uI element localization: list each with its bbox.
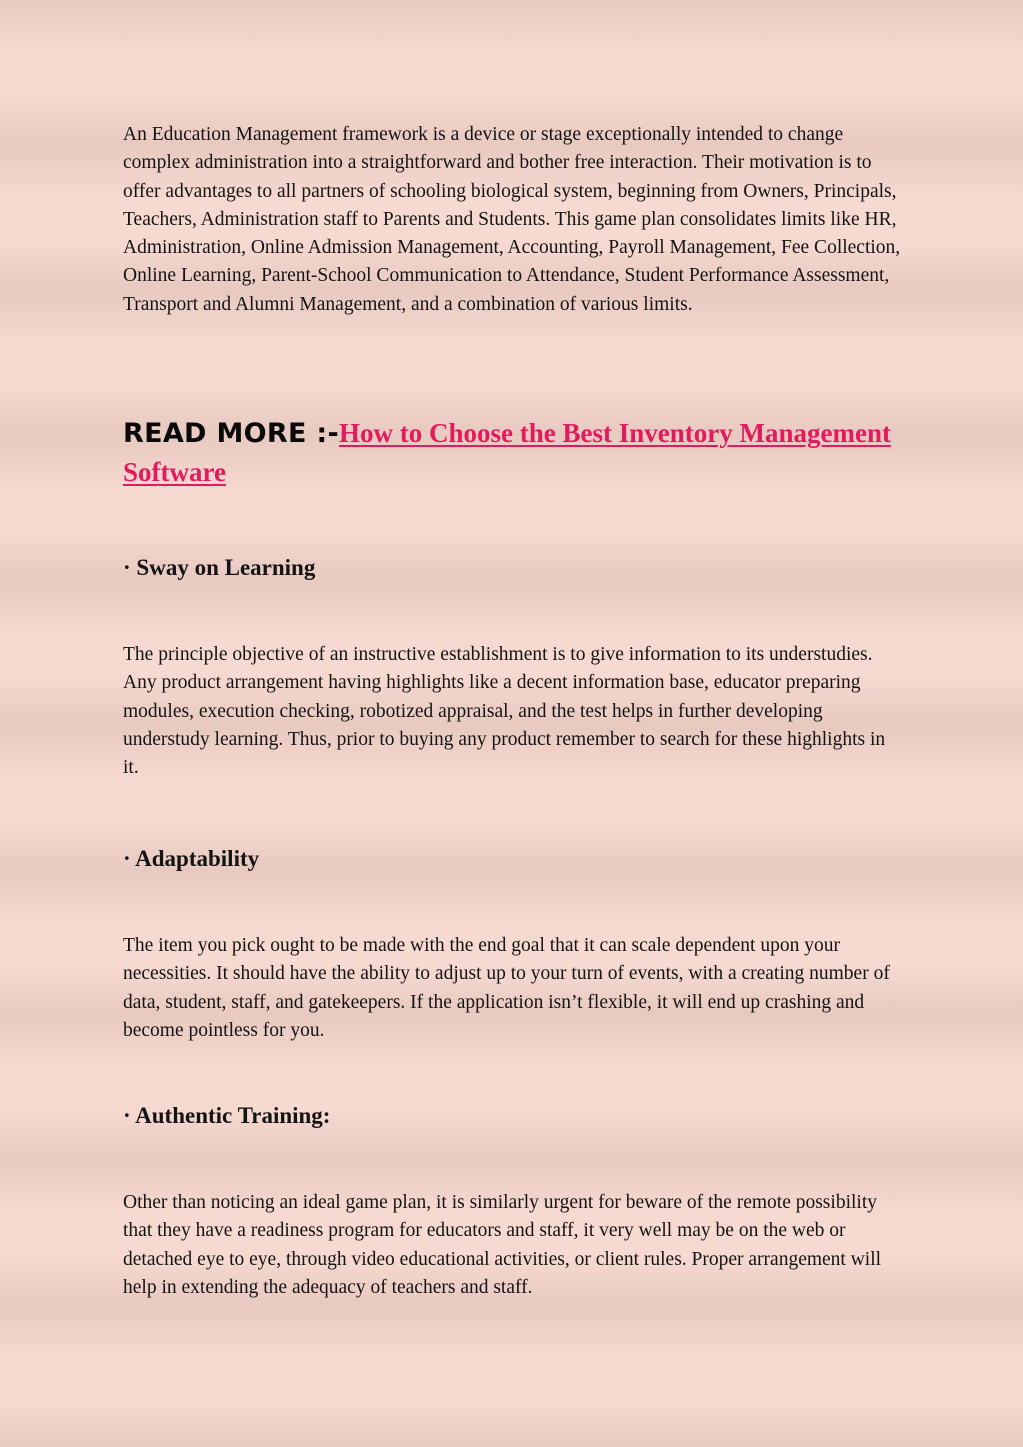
read-more-link[interactable]: How to Choose the Best Inventory Management Software (123, 418, 891, 487)
section-heading-sway-on-learning: · Sway on Learning (123, 555, 316, 580)
section-heading-adaptability: · Adaptability (123, 846, 260, 871)
section-body-authentic-training: Other than noticing an ideal game plan, it is similarly urgent for beware of the remote possibility that they have a readiness program for educators and staff, it very well may be on the web or detached eye to eye, through video educational activities, or client rules. Proper arrangement will help in extending the adequacy of teachers and staff. (123, 1192, 882, 1298)
section-body-adaptability: The item you pick ought to be made with the end goal that it can scale dependent upon your necessities. It should have the ability to adjust up to your turn of events, with a creating number of data, student, staff, and gatekeepers. If the application isn’t flexible, it will end up crashing and become pointless for you. (123, 935, 890, 1041)
intro-paragraph: An Education Management framework is a device or stage exceptionally intended to change complex administration into a straightforward and bother free interaction. Their motivation is to offer advantages to all partners of schooling biological system, beginning from Owners, Principals, Teachers, Administration staff to Parents and Students. This game plan consolidates limits like HR, Administration, Online Admission Management, Accounting, Payroll Management, Fee Collection, Online Learning, Parent-School Communication to Attendance, Student Performance Assessment, Transport and Alumni Management, and a combination of various limits. (123, 124, 901, 315)
section-body-sway-on-learning: The principle objective of an instructive establishment is to give information to its understudies. Any product arrangement having highlights like a decent information base, educator preparing modules, execution checking, robotized appraisal, and the test helps in further developing understudy learning. Thus, prior to buying any product remember to search for these highlights in it. (123, 644, 886, 779)
section-heading-authentic-training: · Authentic Training: (123, 1103, 331, 1128)
read-more-line (123, 414, 903, 491)
read-more-label: READ MORE :- (123, 418, 340, 449)
